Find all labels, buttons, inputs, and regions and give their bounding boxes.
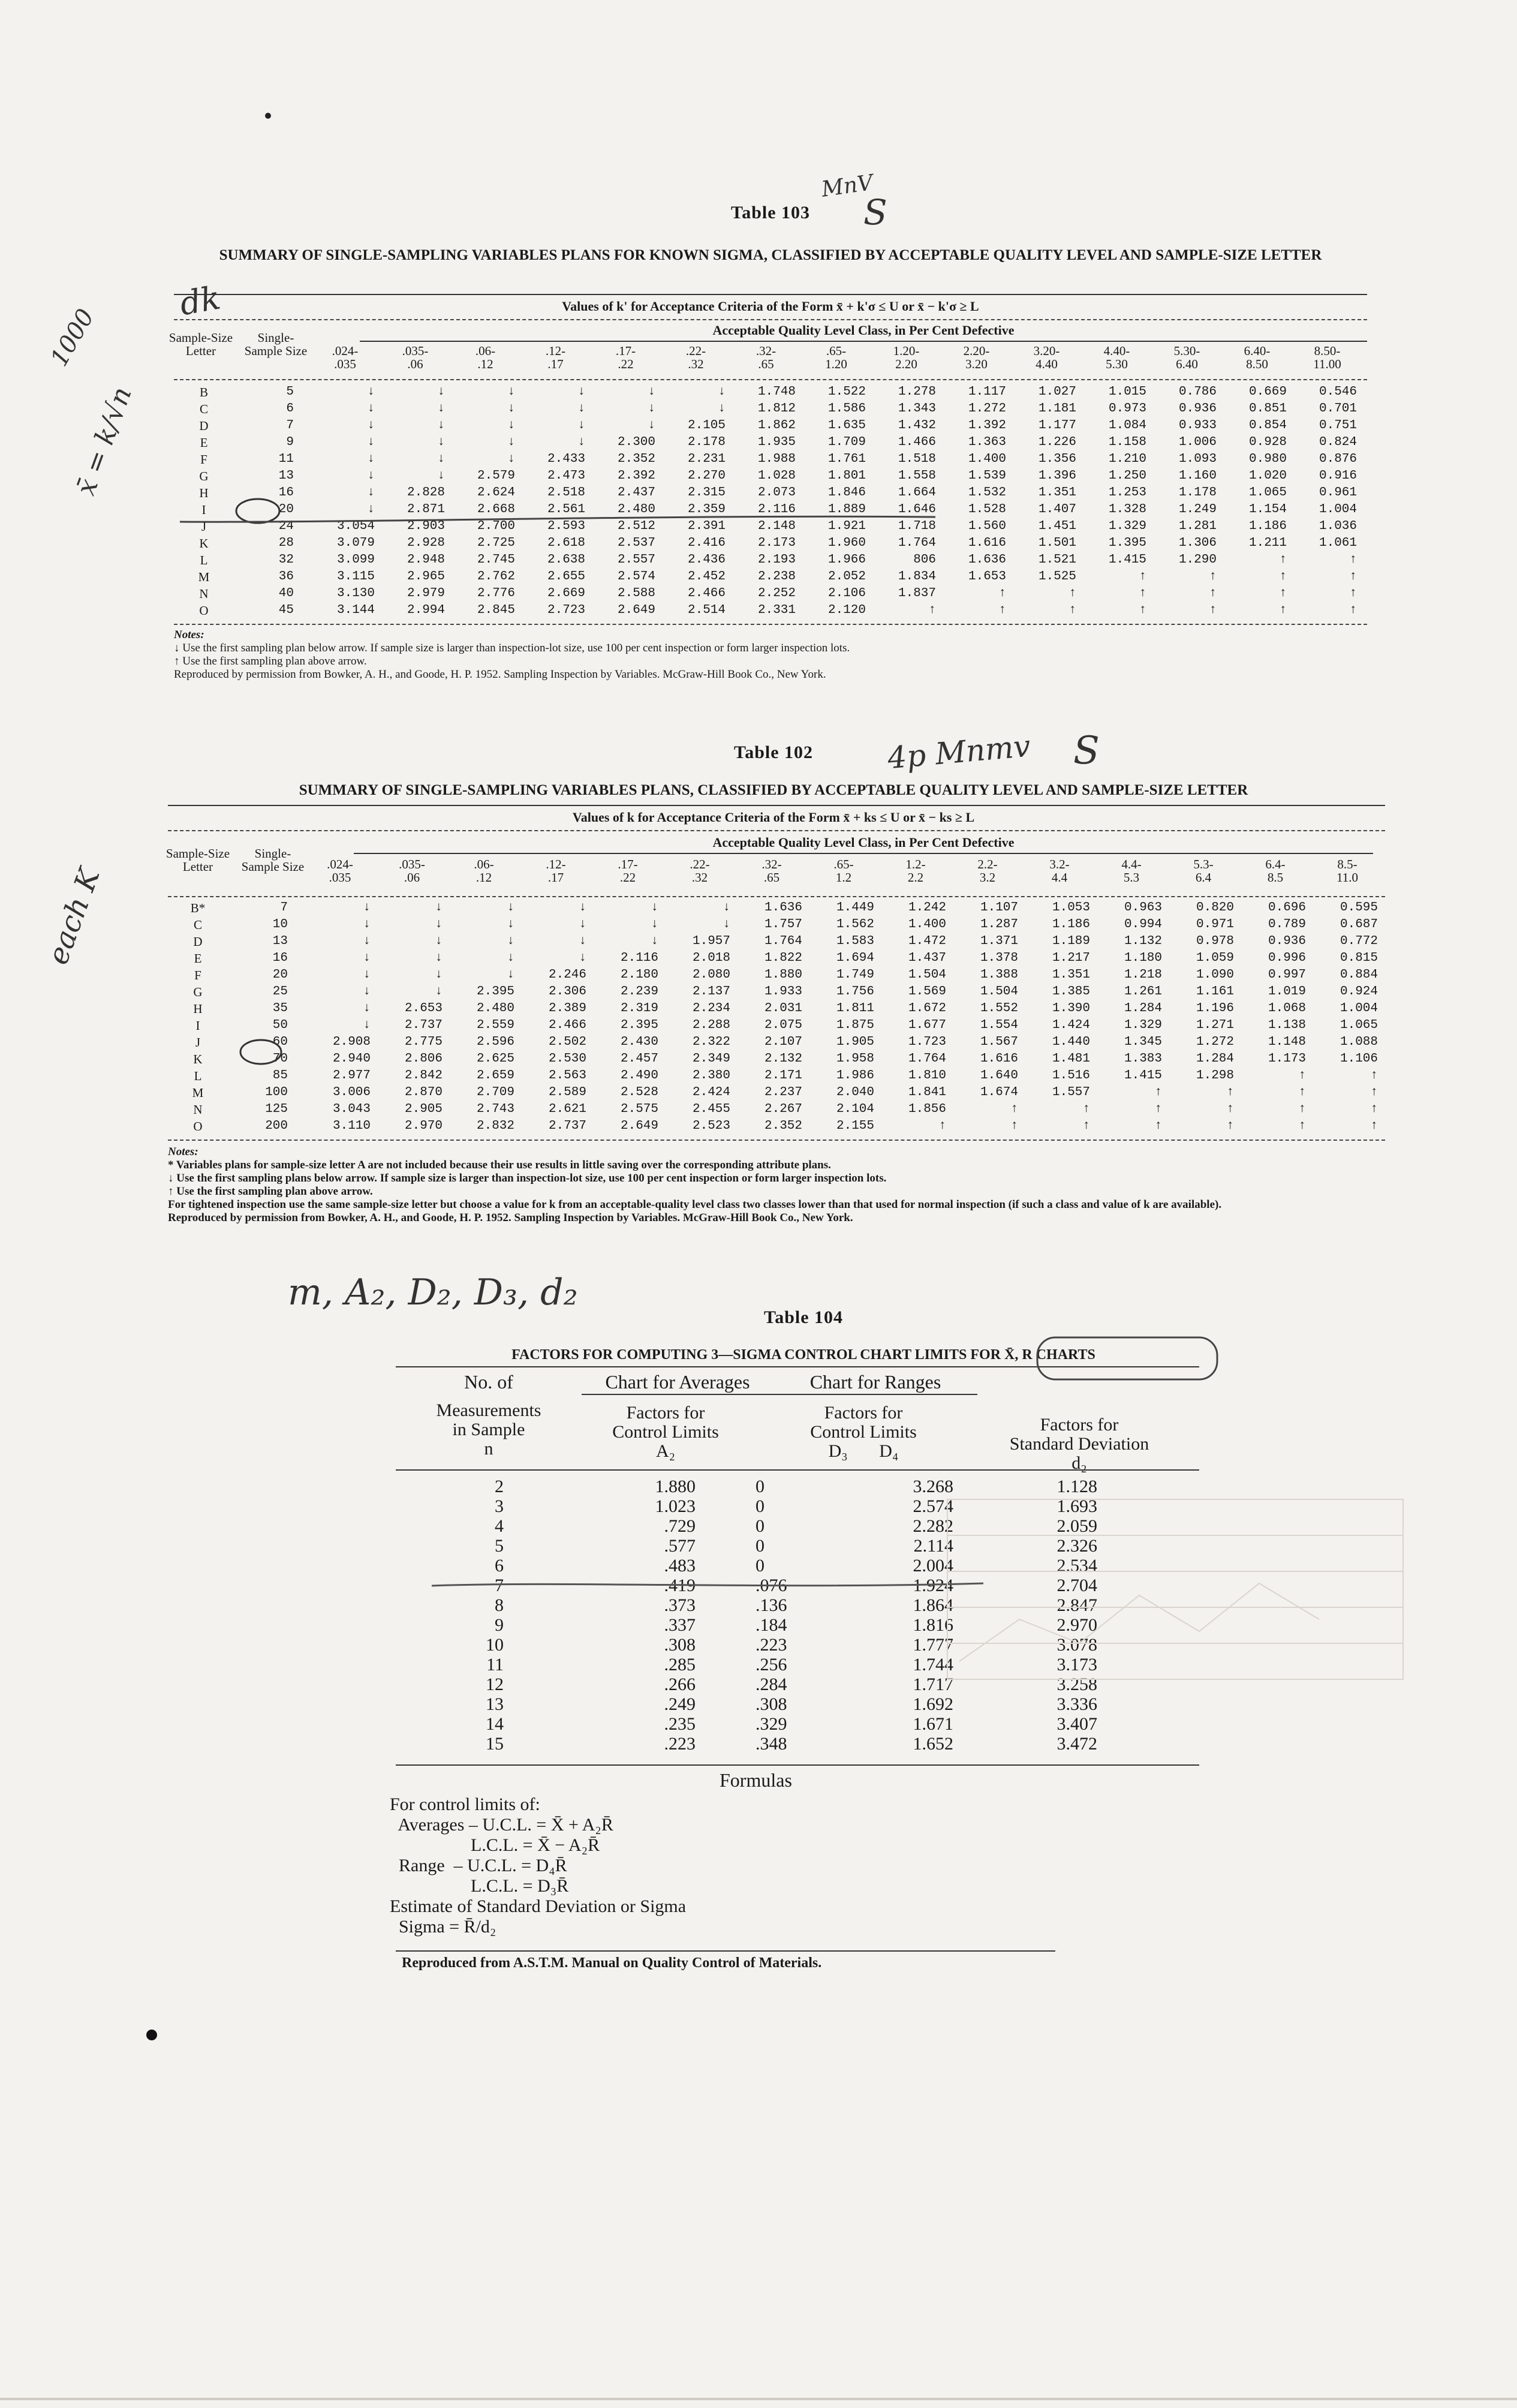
aql-class-header: 5.30- 6.40 <box>1173 344 1200 372</box>
handwriting-formula: x̄ = k/√n <box>70 383 138 500</box>
table-103-letters: B C D E F G H I J K L M N O <box>198 385 210 618</box>
aql-class-header: .024- .035 <box>327 857 353 885</box>
table-102-sizes: 7 10 13 16 20 25 35 50 60 70 85 100 125 200 <box>265 901 288 1133</box>
aql-column-values: ↓ ↓ 1.957 2.018 2.080 2.137 2.234 2.288 2.322 2.349 2.380 2.424 2.455 2.523 <box>692 901 730 1133</box>
aql-class-header: .65- 1.2 <box>833 857 854 885</box>
table-102-summary: SUMMARY OF SINGLE-SAMPLING VARIABLES PLANS, CLASSIFIED BY ACCEPTABLE QUALITY LEVEL AND SAMPLE-SIZE LETTER <box>299 782 1248 798</box>
table-102-letters: B* C D E F G H I J K L M N O <box>190 901 206 1134</box>
col-n: 2 3 4 5 6 7 8 9 10 11 12 13 14 15 <box>486 1477 504 1754</box>
aql-class-header: 1.20- 2.20 <box>893 344 920 372</box>
aql-column-values: ↓ ↓ ↓ 2.300 2.352 2.392 2.437 2.480 2.512 2.537 2.557 2.574 2.588 2.649 <box>617 385 655 617</box>
aql-column-values: 0.963 0.994 1.132 1.180 1.218 1.261 1.284 1.329 1.345 1.383 1.415 ↑ ↑ ↑ <box>1124 901 1162 1133</box>
aql-column-values: 1.027 1.181 1.177 1.226 1.356 1.396 1.351 1.407 1.451 1.501 1.521 1.525 ↑ ↑ <box>1038 385 1076 617</box>
aql-class-header: .17- .22 <box>615 344 636 372</box>
notes-label: Notes: <box>174 629 204 641</box>
aql-class-header: 3.2- 4.4 <box>1049 857 1070 885</box>
handwriting-dk: dk <box>177 278 224 323</box>
col-sample-size-letter: Sample-Size Letter <box>168 330 233 359</box>
aql-column-values: ↓ ↓ ↓ 2.116 2.180 2.239 2.319 2.395 2.430 2.457 2.490 2.528 2.575 2.649 <box>620 901 658 1133</box>
aql-class-header: .65- 1.20 <box>825 344 847 372</box>
aql-column-values: ↓ ↓ ↓ ↓ 2.246 2.306 2.389 2.466 2.502 2.530 2.563 2.589 2.621 2.737 <box>548 901 586 1133</box>
col-sample-size-letter: Sample-Size Letter <box>165 846 230 874</box>
aql-column-values: 0.595 0.687 0.772 0.815 0.884 0.924 1.004 1.065 1.088 1.106 ↑ ↑ ↑ ↑ <box>1340 901 1378 1133</box>
aql-class-header: 6.40- 8.50 <box>1244 344 1271 372</box>
speck <box>265 113 271 119</box>
aql-column-values: 0.546 0.701 0.751 0.824 0.876 0.916 0.961 1.004 1.036 1.061 ↑ ↑ ↑ ↑ <box>1319 385 1357 617</box>
head-chart-ranges: Chart for Ranges <box>809 1371 941 1393</box>
notes-label: Notes: <box>168 1146 198 1158</box>
aql-class-header: 2.20- 3.20 <box>963 344 990 372</box>
table-104-title: Table 104 <box>763 1307 844 1327</box>
aql-class-header: 4.40- 5.30 <box>1103 344 1130 372</box>
note: * Variables plans for sample-size letter A are not included because their use results in little saving over the corresponding attribute plans. <box>168 1159 831 1171</box>
col-d3: 0 0 0 0 0 .076 .136 .184 .223 .256 .284 .308 .329 .348 <box>756 1477 787 1754</box>
aql-column-values: ↓ ↓ ↓ ↓ ↓ 2.395 2.480 2.559 2.596 2.625 2.659 2.709 2.743 2.832 <box>476 901 514 1133</box>
aql-class-header: .06- .12 <box>474 857 494 885</box>
col-a2: 1.880 1.023 .729 .577 .483 .419 .373 .337 .308 .285 .266 .249 .235 .223 <box>655 1477 696 1754</box>
handwriting-factors: m, A₂, D₂, D₃, d₂ <box>288 1271 578 1313</box>
head-measurements: Measurements in Sample n <box>436 1400 541 1459</box>
speck <box>146 2030 157 2040</box>
col-d2: 1.128 1.693 2.059 2.326 2.534 2.704 2.847 2.970 3.078 3.173 3.258 3.336 3.407 3.472 <box>1057 1477 1097 1754</box>
head-d3-d4: Factors for Control Limits D₃ D₄ <box>810 1403 917 1461</box>
head-a2: Factors for Control Limits A₂ <box>612 1403 719 1461</box>
aql-column-values: 1.015 0.973 1.084 1.158 1.210 1.250 1.253 1.328 1.329 1.395 1.415 ↑ ↑ ↑ <box>1108 385 1146 617</box>
aql-class-header: 6.4- 8.5 <box>1265 857 1286 885</box>
handwriting-mnv: MnV <box>820 170 875 202</box>
aql-column-values: ↓ ↓ ↓ ↓ ↓ 2.579 2.624 2.668 2.700 2.725 2.745 2.762 2.776 2.845 <box>477 385 515 617</box>
aql-class-header: .32- .65 <box>756 344 776 372</box>
table-103-sizes: 5 6 7 9 11 13 16 20 24 28 32 36 40 45 <box>278 385 294 617</box>
aql-column-values: ↓ ↓ 2.105 2.178 2.231 2.270 2.315 2.359 2.391 2.416 2.436 2.452 2.466 2.514 <box>687 385 726 617</box>
aql-class-header: .17- .22 <box>618 857 638 885</box>
aql-class-header: .12- .17 <box>546 857 566 885</box>
table-102-subtitle: Values of k for Acceptance Criteria of the Form x̄ + ks ≤ U or x̄ − ks ≥ L <box>572 810 975 825</box>
table-103 <box>162 192 1379 684</box>
aql-class-header: .22- .32 <box>685 344 706 372</box>
formulas: For control limits of: Averages – U.C.L. = X̄ + A₂R̄ L.C.L. = X̄ − A₂R̄ Range – U.C.L. = D₄R̄ L.C.L. = D₃R̄ Estimate of Standard Deviation or Sigma Sigma = R̄/d₂ <box>390 1794 687 1937</box>
aql-column-values: 1.449 1.562 1.583 1.694 1.749 1.756 1.811 1.875 1.905 1.958 1.986 2.040 2.104 2.155 <box>836 901 874 1133</box>
col-single-sample-size: Single-Sample Size <box>241 846 305 874</box>
aql-class-header: .035- .06 <box>402 344 429 372</box>
aql-class-header: 3.20- 4.40 <box>1033 344 1060 372</box>
aql-column-values: 1.117 1.272 1.392 1.363 1.400 1.539 1.532 1.528 1.560 1.616 1.636 1.653 ↑ ↑ <box>968 385 1006 617</box>
table-102-aql-header: Acceptable Quality Level Class, in Per Cent Defective <box>712 835 1015 850</box>
aql-column-values: ↓ ↓ ↓ ↓ ↓ ↓ 2.653 2.737 2.775 2.806 2.842 2.870 2.905 2.970 <box>404 901 443 1133</box>
table-103-title: Table 103 <box>730 203 811 223</box>
table-104 <box>384 1301 1223 1991</box>
aql-class-header: 4.4- 5.3 <box>1121 857 1142 885</box>
aql-column-values: 1.636 1.757 1.764 1.822 1.880 1.933 2.031 2.075 2.107 2.132 2.171 2.237 2.267 2.352 <box>764 901 802 1133</box>
table-104-summary: FACTORS FOR COMPUTING 3—SIGMA CONTROL CHART LIMITS FOR X̄, R CHARTS <box>511 1347 1095 1363</box>
table-102-title: Table 102 <box>733 742 814 762</box>
aql-column-values: ↓ ↓ ↓ ↓ ↓ ↓ ↓ ↓ 2.908 2.940 2.977 3.006 3.043 3.110 <box>332 901 371 1133</box>
handwriting-each-k: each K <box>41 864 107 969</box>
table-103-subtitle: Values of k' for Acceptance Criteria of the Form x̄ + k'σ ≤ U or x̄ − k'σ ≥ L <box>562 299 979 314</box>
aql-class-header: .06- .12 <box>475 344 496 372</box>
aql-column-values: 1.278 1.343 1.432 1.466 1.518 1.558 1.664 1.646 1.718 1.764 806 1.834 1.837 ↑ <box>898 385 936 617</box>
table-104-source: Reproduced from A.S.T.M. Manual on Quality Control of Materials. <box>402 1955 822 1971</box>
aql-class-header: .22- .32 <box>690 857 710 885</box>
table-103-aql-header: Acceptable Quality Level Class, in Per Cent Defective <box>712 323 1015 338</box>
table-102 <box>156 732 1391 1253</box>
handwriting-1000: 1000 <box>45 304 100 371</box>
aql-column-values: 1.107 1.287 1.371 1.378 1.388 1.504 1.552 1.554 1.567 1.616 1.640 1.674 ↑ ↑ <box>980 901 1018 1133</box>
note: ↓ Use the first sampling plans below arrow. If sample size is larger than inspection-lot size, use 100 per cent inspection or form larger inspection lots. <box>168 1172 887 1185</box>
handwriting-s-mid: S <box>1073 729 1100 773</box>
aql-class-header: .024- .035 <box>332 344 359 372</box>
aql-class-header: .035- .06 <box>399 857 425 885</box>
aql-column-values: 0.696 0.789 0.936 0.996 0.997 1.019 1.068 1.138 1.148 1.173 ↑ ↑ ↑ ↑ <box>1268 901 1306 1133</box>
handwriting-s-top: S <box>863 192 887 233</box>
aql-column-values: 0.669 0.851 0.854 0.928 0.980 1.020 1.065 1.154 1.186 1.211 ↑ ↑ ↑ ↑ <box>1248 385 1287 617</box>
aql-column-values: 1.522 1.586 1.635 1.709 1.761 1.801 1.846 1.889 1.921 1.960 1.966 2.052 2.106 2.120 <box>827 385 866 617</box>
aql-class-header: 1.2- 2.2 <box>905 857 926 885</box>
aql-column-values: ↓ ↓ ↓ ↓ ↓ ↓ 2.828 2.871 2.903 2.928 2.948 2.965 2.979 2.994 <box>407 385 445 617</box>
head-no-of: No. of <box>464 1371 513 1393</box>
aql-column-values: ↓ ↓ ↓ ↓ ↓ ↓ ↓ ↓ 3.054 3.079 3.099 3.115 3.130 3.144 <box>336 385 375 617</box>
note: ↑ Use the first sampling plan above arrow. <box>174 655 367 668</box>
note: Reproduced by permission from Bowker, A. H., and Goode, H. P. 1952. Sampling Inspection by Variables. McGraw-Hill Book Co., New York. <box>174 668 826 681</box>
head-chart-averages: Chart for Averages <box>605 1371 750 1393</box>
handwriting-4p: 4p Mnmv <box>886 728 1032 776</box>
aql-class-header: .12- .17 <box>545 344 566 372</box>
aql-column-values: 1.242 1.400 1.472 1.437 1.504 1.569 1.672 1.677 1.723 1.764 1.810 1.841 1.856 ↑ <box>908 901 946 1133</box>
aql-class-header: 2.2- 3.2 <box>977 857 998 885</box>
formulas-heading: Formulas <box>720 1769 792 1791</box>
note: For tightened inspection use the same sample-size letter but choose a value for k from an acceptable-quality level class two classes lower than that used for normal inspection (if such a class and value of k are available). <box>168 1198 1222 1211</box>
aql-column-values: 0.786 0.936 0.933 1.006 1.093 1.160 1.178 1.249 1.281 1.306 1.290 ↑ ↑ ↑ <box>1178 385 1217 617</box>
aql-column-values: ↓ ↓ ↓ ↓ 2.433 2.473 2.518 2.561 2.593 2.618 2.638 2.655 2.669 2.723 <box>547 385 585 617</box>
note: ↑ Use the first sampling plan above arrow. <box>168 1185 373 1198</box>
head-d2: Factors for Standard Deviation d₂ <box>1009 1415 1149 1473</box>
col-d4: 3.268 2.574 2.282 2.114 2.004 1.924 1.864 1.816 1.777 1.744 1.717 1.692 1.671 1.652 <box>913 1477 953 1754</box>
aql-class-header: 8.5- 11.0 <box>1337 857 1358 885</box>
note: Reproduced by permission from Bowker, A. H., and Goode, H. P. 1952. Sampling Inspection by Variables. McGraw-Hill Book Co., New York. <box>168 1211 853 1224</box>
note: ↓ Use the first sampling plan below arrow. If sample size is larger than inspection-lot size, use 100 per cent inspection or form larger inspection lots. <box>174 642 850 654</box>
aql-column-values: 1.748 1.812 1.862 1.935 1.988 1.028 2.073 2.116 2.148 2.173 2.193 2.238 2.252 2.331 <box>757 385 796 617</box>
aql-column-values: 1.053 1.186 1.189 1.217 1.351 1.385 1.390 1.424 1.440 1.481 1.516 1.557 ↑ ↑ <box>1052 901 1090 1133</box>
aql-class-header: 8.50- 11.00 <box>1313 344 1341 372</box>
col-single-sample-size: Single-Sample Size <box>244 330 308 359</box>
table-103-notes <box>174 629 1367 681</box>
table-103-summary: SUMMARY OF SINGLE-SAMPLING VARIABLES PLANS FOR KNOWN SIGMA, CLASSIFIED BY ACCEPTABLE QUALITY LEVEL AND SAMPLE-SIZE LETTER <box>219 247 1322 263</box>
aql-class-header: 5.3- 6.4 <box>1193 857 1214 885</box>
aql-class-header: .32- .65 <box>761 857 782 885</box>
aql-column-values: 0.820 0.971 0.978 1.059 1.090 1.161 1.196 1.271 1.272 1.284 1.298 ↑ ↑ ↑ <box>1196 901 1234 1133</box>
table-102-notes <box>168 1146 1385 1225</box>
